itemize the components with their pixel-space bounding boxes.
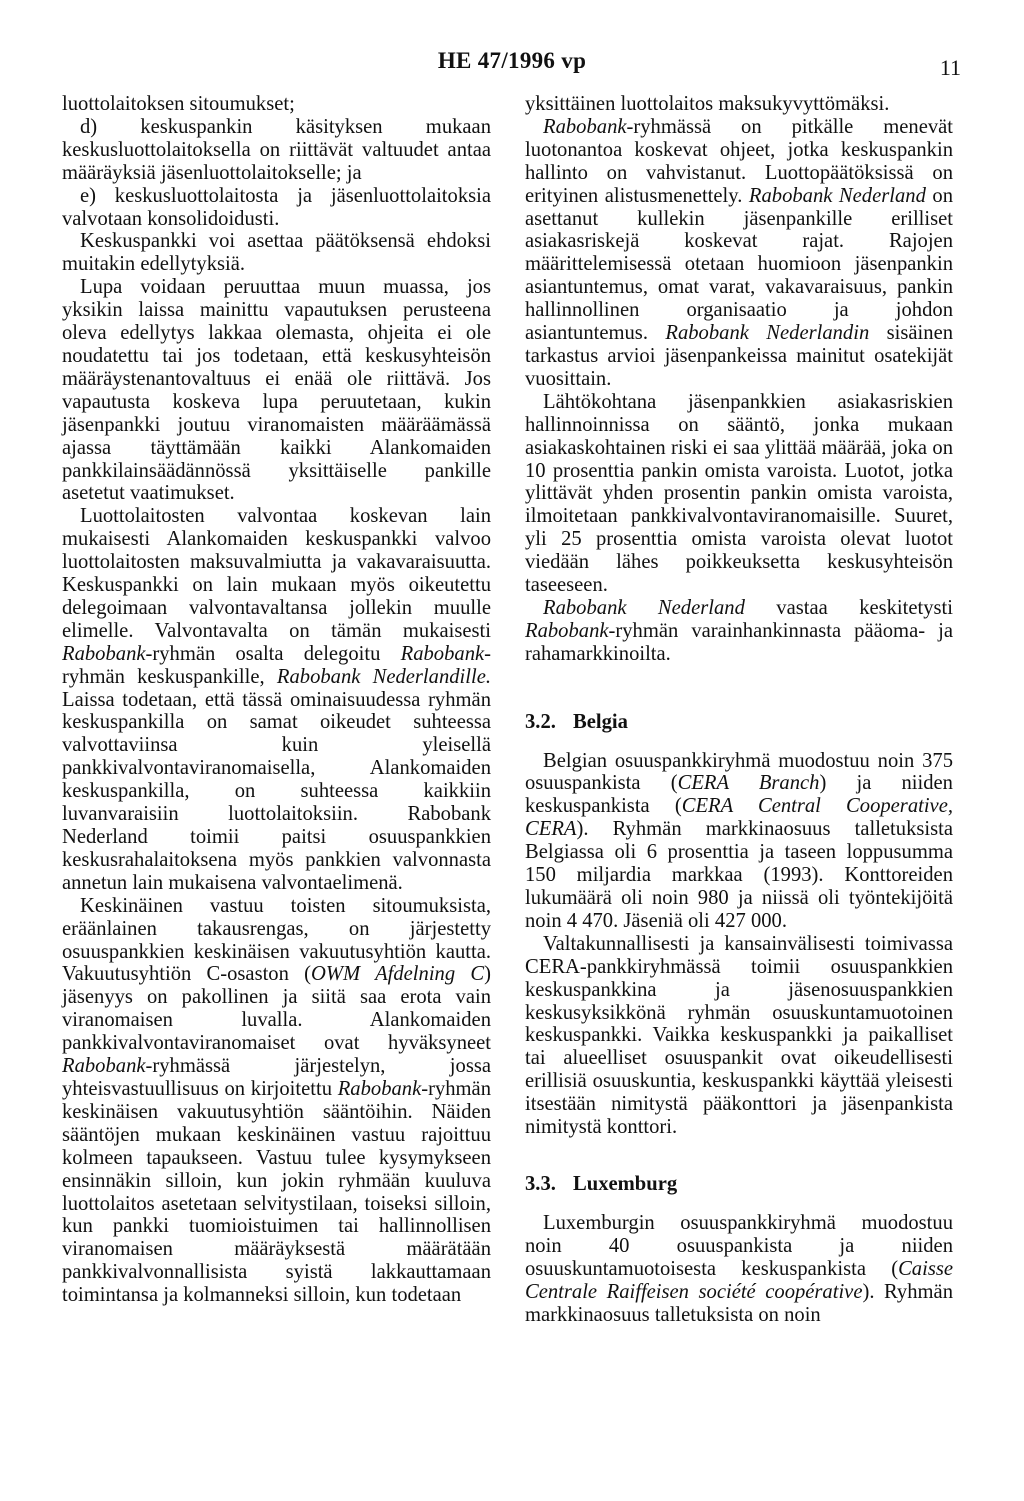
paragraph: e) keskusluottolaitosta ja jäsenluottolaitoksia valvotaan konsolidoidusti. — [62, 184, 491, 230]
right-column — [525, 93, 953, 1326]
running-header: HE 47/1996 vp — [437, 48, 587, 73]
paragraph: d) keskuspankin käsityksen mukaan keskusluottolaitoksella on riittävät valtuudet antaa määräyksiä jäsenluottolaitokselle; ja — [62, 115, 491, 184]
paragraph: Belgian osuuspankkiryhmä muodostuu noin 375 osuuspankista (CERA Branch) ja niiden keskuspankista (CERA Central Cooperative, CERA). Ryhmän markkinaosuus talletuksista Belgiassa oli 6 prosenttia ja taseen loppusumma 150 miljardia markkaa (1993). Konttoreiden lukumäärä oli noin 980 ja niissä oli työntekijöitä noin 4 470. Jäseniä oli 427 000. — [525, 749, 953, 932]
paragraph: Keskinäinen vastuu toisten sitoumuksista, eräänlainen takausrengas, on järjestetty osuuspankkien keskinäisen vakuutusyhtiön kautta. Vakuutusyhtiön C-osaston (OWM Afdelning C) jäsenyys on pakollinen ja siitä saa erota vain viranomaisen luvalla. Alankomaiden pankkivalvontaviranomaiset ovat hyväksyneet Rabobank-ryhmässä järjestelyn, jossa yhteisvastuullisuus on kirjoitettu Rabobank-ryhmän keskinäisen vakuutusyhtiön sääntöihin. Näiden sääntöjen mukaan keskinäinen vastuu rajoittuu kolmeen tapaukseen. Vastuu tulee kysymykseen ensinnäkin silloin, kun jokin ryhmään kuuluva luottolaitos asetetaan selvitystilaan, toiseksi silloin, kun pankki tuomioistuimen tai hallinnollisen viranomaisen määräyksestä määrätään pankkivalvonnallisista syistä lakkauttamaan toimintansa ja kolmanneksi silloin, kun todetaan — [62, 894, 491, 1307]
paragraph: luottolaitoksen sitoumukset; — [62, 93, 295, 115]
page-number: 11 — [939, 55, 961, 80]
paragraph: Lähtökohtana jäsenpankkien asiakasriskien hallinnoinnissa on sääntö, jonka mukaan asiakaskohtainen riski ei saa ylittää määrää, joka on 10 prosenttia pankin omista varoista. Luotot, jotka ylittävät yhden prosentin pankin omista varoista, ilmoitetaan pankkivalvontaviranomaisille. Suuret, yli 25 prosenttia omista varoista olevat luotot viedään lähes poikkeuksetta keskusyhteisön taseeseen. — [525, 390, 953, 597]
section-heading-luxemburg: 3.3. Luxemburg — [525, 1172, 678, 1195]
paragraph: Lupa voidaan peruuttaa muun muassa, jos yksikin laissa mainittu vapautuksen perusteena oleva edellytys lakkaa olemasta, ohjeita ei ole noudatettu tai jos todetaan, että keskusyhteisön määräystenantovaltuus ei enää ole riittävä. Jos vapautusta koskeva lupa peruutetaan, kukin jäsenpankki joutuu viranomaisten määräämässä ajassa täyttämään kaikki Alankomaiden pankkilainsäädännössä yksittäiselle pankille asetetut vaatimukset. — [62, 276, 491, 505]
paragraph: Keskuspankki voi asettaa päätöksensä ehdoksi muitakin edellytyksiä. — [62, 230, 491, 276]
paragraph: Valtakunnallisesti ja kansainvälisesti toimivassa CERA-pankkiryhmässä toimii osuuspankkien keskuspankkina ja jäsenosuuspankkien keskusyksikkönä ryhmän osuuskuntamuotoinen keskuspankki. Vaikka keskuspankki ja paikalliset tai alueelliset osuuspankit ovat oikeudellisesti erillisiä osuuskuntia, keskuspankki käyttää yleisesti itsestään nimitystä pääkonttori ja jäsenpankista nimitystä konttori. — [525, 932, 953, 1139]
paragraph: Rabobank-ryhmässä on pitkälle menevät luotonantoa koskevat ohjeet, jotka keskuspankin hallinto on vahvistanut. Luottopäätöksissä on erityinen alistusmenettely. Rabobank Nederland on asettanut kullekin jäsenpankille erilliset asiakasriskejä koskevat rajat. Rajojen määrittelemisessä otetaan huomioon jäsenpankin asiantuntemus, omat varat, vakavaraisuus, pankin hallinnollinen organisaatio ja johdon asiantuntemus. Rabobank Nederlandin sisäinen tarkastus arvioi jäsenpankeissa mainitut osatekijät vuosittain. — [525, 115, 954, 390]
section-heading-belgia: 3.2. Belgia — [525, 710, 628, 733]
paragraph: Rabobank Nederland vastaa keskitetysti Rabobank-ryhmän varainhankinnasta pääoma- ja rahamarkkinoilta. — [525, 596, 953, 665]
paragraph: Luottolaitosten valvontaa koskevan lain mukaisesti Alankomaiden keskuspankki valvoo luottolaitosten maksuvalmiutta ja vakavaraisuutta. Keskuspankki on lain mukaan myös oikeutettu delegoimaan valvontavaltansa jollekin muulle elimelle. Valvontavalta on tämän mukaisesti Rabobank-ryhmän osalta delegoitu Rabobank-ryhmän keskuspankille, Rabobank Nederlandille. Laissa todetaan, että tässä ominaisuudessa ryhmän keskuspankilla on samat oikeudet suhteessa valvottaviinsa kuin yleisellä pankkivalvontaviranomaisella, Alankomaiden keskuspankilla, on suhteessa kaikkiin luvanvaraisiin luottolaitoksiin. Rabobank Nederland toimii paitsi osuuspankkien keskusrahalaitoksena myös pankkien valvonnasta annetun lain mukaisena valvontaelimenä. — [62, 505, 492, 894]
left-column — [62, 93, 491, 1307]
paragraph: Luxemburgin osuuspankkiryhmä muodostuu noin 40 osuuspankista ja niiden osuuskuntamuotoisesta keskuspankista (Caisse Centrale Raiffeisen société coopérative). Ryhmän markkinaosuus talletuksista on noin — [525, 1211, 953, 1326]
paragraph: yksittäinen luottolaitos maksukyvyttömäksi. — [525, 93, 890, 115]
